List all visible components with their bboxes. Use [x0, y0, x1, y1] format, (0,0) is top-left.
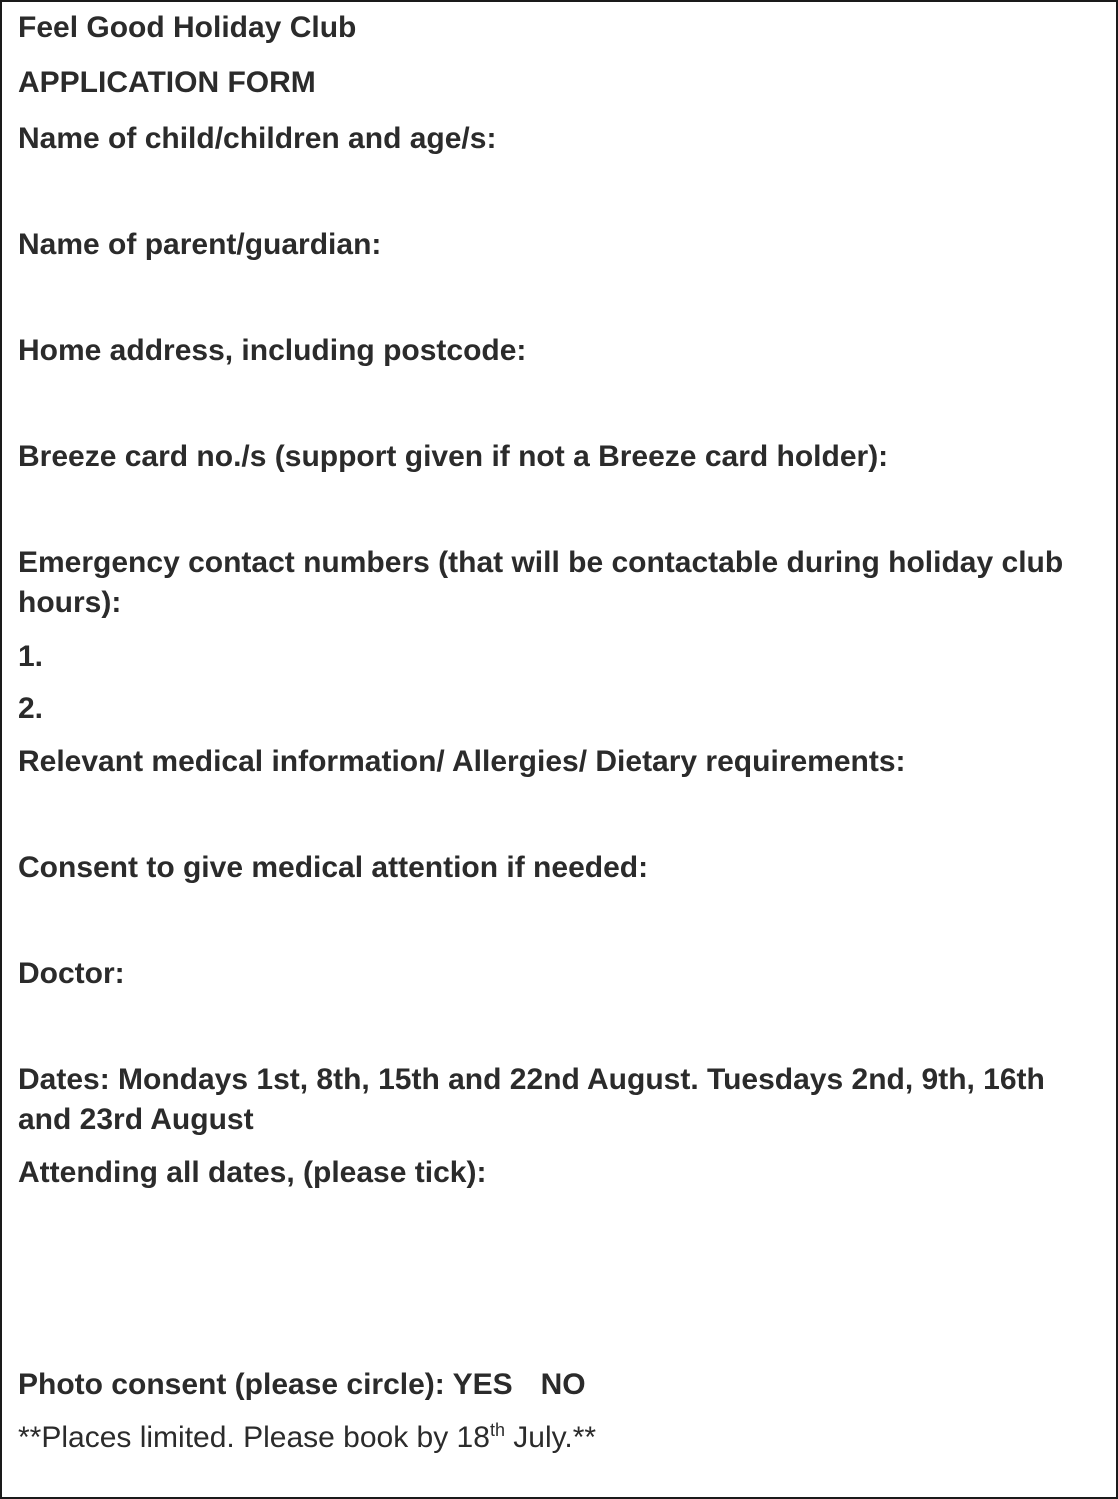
- medical-consent-label: Consent to give medical attention if needed:: [18, 851, 649, 884]
- breeze-card-label: Breeze card no./s (support given if not a Breeze card holder):: [18, 440, 889, 473]
- club-name: Feel Good Holiday Club: [18, 11, 357, 44]
- emergency-contact-1-label: 1.: [18, 640, 44, 673]
- form-title: APPLICATION FORM: [18, 66, 316, 99]
- parent-name-label: Name of parent/guardian:: [18, 228, 382, 261]
- child-names-label: Name of child/children and age/s:: [18, 122, 497, 155]
- doctor-label: Doctor:: [18, 957, 125, 990]
- photo-consent-label: Photo consent (please circle):: [18, 1368, 453, 1401]
- note-suffix: July.**: [504, 1421, 597, 1454]
- attending-all-dates-label: Attending all dates, (please tick):: [18, 1156, 487, 1189]
- note-superscript: th: [489, 1420, 505, 1440]
- dates-text: Dates: Mondays 1st, 8th, 15th and 22nd August. Tuesdays 2nd, 9th, 16th and 23rd August: [18, 1063, 1045, 1136]
- emergency-contacts-label: Emergency contact numbers (that will be contactable during holiday club hours):: [18, 546, 1064, 619]
- photo-consent-no: NO: [540, 1368, 586, 1401]
- emergency-contact-2-label: 2.: [18, 692, 44, 725]
- home-address-label: Home address, including postcode:: [18, 334, 527, 367]
- photo-consent-yes: YES: [452, 1368, 513, 1401]
- booking-deadline-note: [18, 1418, 1096, 1458]
- medical-info-label: Relevant medical information/ Allergies/ Dietary requirements:: [18, 745, 906, 778]
- photo-consent-row: [18, 1365, 1096, 1405]
- note-prefix: **Places limited. Please book by 18: [18, 1421, 490, 1454]
